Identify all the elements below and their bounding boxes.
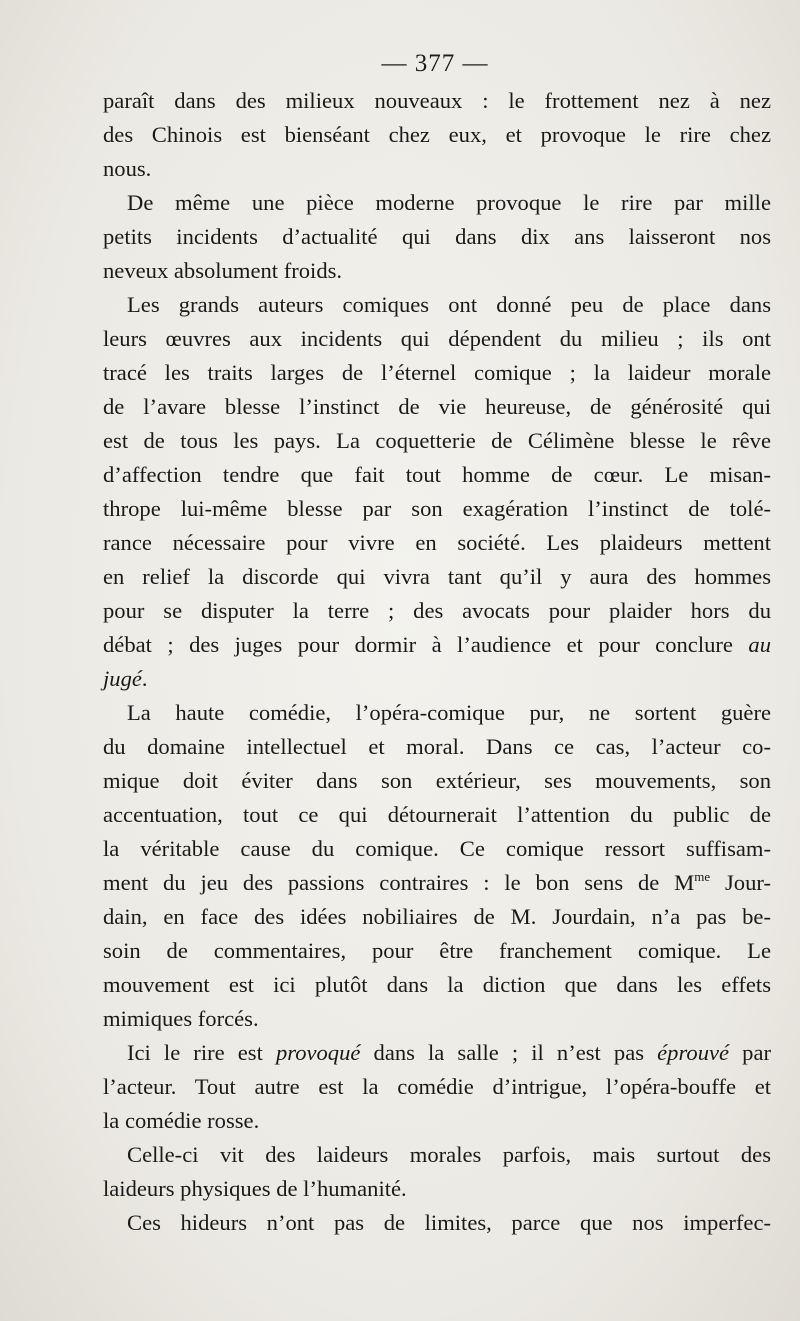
body-text bbox=[103, 84, 771, 1240]
text-line bbox=[103, 1138, 771, 1172]
text-line bbox=[103, 526, 771, 560]
italic-text: au bbox=[732, 632, 771, 657]
text-line bbox=[103, 1070, 771, 1104]
text-line bbox=[103, 492, 771, 526]
line-text: Ces hideurs n’ont pas de limites, parce que nos imperfec- bbox=[127, 1210, 771, 1235]
line-text: mouvement est ici plutôt dans la diction que dans les effets bbox=[103, 972, 771, 997]
text-line bbox=[103, 662, 771, 696]
line-text: de l’avare blesse l’instinct de vie heureuse, de générosité qui bbox=[103, 394, 771, 419]
text-line bbox=[103, 798, 771, 832]
text-line bbox=[103, 866, 771, 900]
line-text: d’affection tendre que fait tout homme de cœur. Le misan- bbox=[103, 462, 771, 487]
text-line bbox=[103, 1104, 771, 1138]
line-text: Jour- bbox=[710, 870, 771, 895]
text-line bbox=[103, 424, 771, 458]
line-text: Celle-ci vit des laideurs morales parfois, mais surtout des bbox=[127, 1142, 771, 1167]
superscript: me bbox=[694, 869, 711, 884]
line-text: soin de commentaires, pour être franchement comique. Le bbox=[103, 938, 771, 963]
text-line bbox=[103, 934, 771, 968]
line-text: est de tous les pays. La coquetterie de Célimène blesse le rêve bbox=[103, 428, 771, 453]
line-text: la comédie rosse. bbox=[103, 1108, 260, 1133]
text-line bbox=[103, 730, 771, 764]
text-line bbox=[103, 152, 771, 186]
line-text: leurs œuvres aux incidents qui dépendent du milieu ; ils ont bbox=[103, 326, 771, 351]
line-text: De même une pièce moderne provoque le rire par mille bbox=[127, 190, 771, 215]
text-line bbox=[103, 1036, 771, 1070]
text-line bbox=[103, 764, 771, 798]
line-text: la véritable cause du comique. Ce comique ressort suffisam- bbox=[103, 836, 771, 861]
line-text: neveux absolument froids. bbox=[103, 258, 343, 283]
line-text: dans la salle ; il n’est pas bbox=[360, 1040, 658, 1065]
text-line bbox=[103, 1002, 771, 1036]
text-line bbox=[103, 390, 771, 424]
line-text: petits incidents d’actualité qui dans dix ans laisseront nos bbox=[103, 224, 771, 249]
italic-text: éprouvé bbox=[657, 1040, 730, 1065]
line-text: rance nécessaire pour vivre en société. Les plaideurs mettent bbox=[103, 530, 771, 555]
line-text: mimiques forcés. bbox=[103, 1006, 259, 1031]
line-text: du domaine intellectuel et moral. Dans ce cas, l’acteur co- bbox=[103, 734, 771, 759]
italic-text: jugé bbox=[103, 666, 142, 691]
line-text: dain, en face des idées nobiliaires de M. Jourdain, n’a pas be- bbox=[103, 904, 771, 929]
line-text: tracé les traits larges de l’éternel comique ; la laideur morale bbox=[103, 360, 771, 385]
line-text: mique doit éviter dans son extérieur, ses mouvements, son bbox=[103, 768, 771, 793]
text-line bbox=[103, 696, 771, 730]
text-line bbox=[103, 628, 771, 662]
line-text: nous. bbox=[103, 156, 152, 181]
text-line bbox=[103, 288, 771, 322]
text-line bbox=[103, 968, 771, 1002]
text-line bbox=[103, 356, 771, 390]
line-text: thrope lui-même blesse par son exagération l’instinct de tolé- bbox=[103, 496, 771, 521]
text-line bbox=[103, 1172, 771, 1206]
line-text: des Chinois est bienséant chez eux, et provoque le rire chez bbox=[103, 122, 771, 147]
text-line bbox=[103, 594, 771, 628]
line-text: laideurs physiques de l’humanité. bbox=[103, 1176, 407, 1201]
text-line bbox=[103, 84, 771, 118]
line-text: La haute comédie, l’opéra-comique pur, ne sortent guère bbox=[127, 700, 771, 725]
line-text: paraît dans des milieux nouveaux : le frottement nez à nez bbox=[103, 88, 771, 113]
text-line bbox=[103, 832, 771, 866]
italic-text: provoqué bbox=[275, 1040, 361, 1065]
text-line bbox=[103, 186, 771, 220]
line-text: par bbox=[729, 1040, 771, 1065]
text-line bbox=[103, 322, 771, 356]
line-text: accentuation, tout ce qui détournerait l’attention du public de bbox=[103, 802, 771, 827]
line-text: débat ; des juges pour dormir à l’audience et pour conclure bbox=[103, 632, 733, 657]
line-text: ment du jeu des passions contraires : le bon sens de M bbox=[103, 870, 695, 895]
text-line bbox=[103, 254, 771, 288]
line-text: en relief la discorde qui vivra tant qu’il y aura des hommes bbox=[103, 564, 771, 589]
line-text: pour se disputer la terre ; des avocats pour plaider hors du bbox=[103, 598, 771, 623]
text-line bbox=[103, 1206, 771, 1240]
text-line bbox=[103, 900, 771, 934]
line-text: Ici le rire est bbox=[127, 1040, 276, 1065]
text-line bbox=[103, 118, 771, 152]
text-line bbox=[103, 458, 771, 492]
page-number: — 377 — bbox=[381, 50, 489, 77]
text-line bbox=[103, 560, 771, 594]
line-text: Les grands auteurs comiques ont donné peu de place dans bbox=[127, 292, 771, 317]
line-text: . bbox=[141, 666, 148, 691]
line-text: l’acteur. Tout autre est la comédie d’intrigue, l’opéra-bouffe et bbox=[103, 1074, 771, 1099]
text-line bbox=[103, 220, 771, 254]
